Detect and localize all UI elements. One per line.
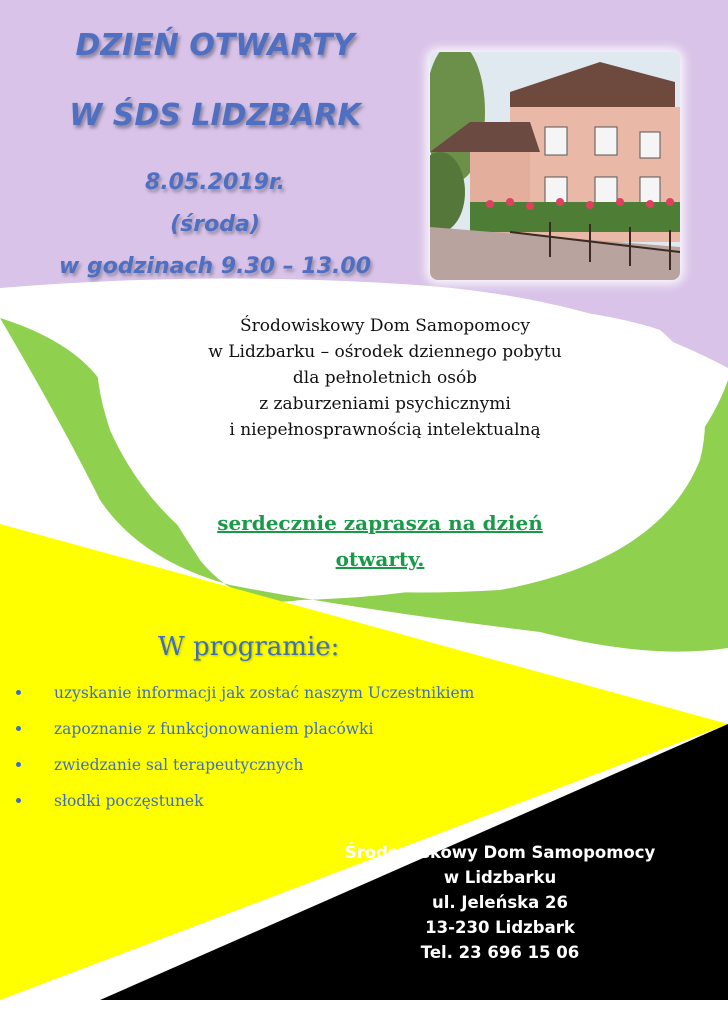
program-item-label: słodki poczęstunek bbox=[54, 792, 204, 810]
program-list bbox=[14, 684, 474, 828]
bullet-icon bbox=[16, 726, 21, 731]
bullet-icon bbox=[16, 762, 21, 767]
program-item-label: uzyskanie informacji jak zostać naszym Uczestnikiem bbox=[54, 684, 475, 702]
address-line-1: Środowiskowy Dom Samopomocy bbox=[344, 843, 656, 862]
program-item bbox=[14, 756, 474, 792]
description-line: dla pełnoletnich osób bbox=[292, 368, 478, 388]
bullet-icon bbox=[16, 798, 21, 803]
program-item bbox=[14, 720, 474, 756]
invitation-line-1: serdecznie zaprasza na dzień bbox=[217, 511, 543, 535]
invitation-text bbox=[150, 505, 610, 577]
program-heading: W programie: bbox=[158, 632, 340, 662]
bullet-icon bbox=[16, 690, 21, 695]
address-line-4: 13-230 Lidzbark bbox=[425, 918, 575, 937]
event-hours: w godzinach 9.30 – 13.00 bbox=[59, 254, 371, 279]
description-line: i niepełnosprawnością intelektualną bbox=[229, 420, 541, 440]
program-item bbox=[14, 684, 474, 720]
event-date: 8.05.2019r. bbox=[145, 170, 285, 195]
contact-address bbox=[300, 840, 700, 965]
title-line-2: W ŚDS LIDZBARK bbox=[69, 98, 361, 133]
description-line: Środowiskowy Dom Samopomocy bbox=[239, 316, 531, 336]
title-line-1: DZIEŃ OTWARTY bbox=[75, 28, 355, 63]
invitation-line-2: otwarty. bbox=[335, 547, 425, 571]
phone-number: Tel. 23 696 15 06 bbox=[420, 943, 580, 962]
building-photo bbox=[430, 52, 680, 280]
address-line-3: ul. Jeleńska 26 bbox=[432, 893, 568, 912]
address-line-2: w Lidzbarku bbox=[443, 868, 557, 887]
event-weekday: (środa) bbox=[170, 212, 260, 237]
program-item bbox=[14, 792, 474, 828]
program-item-label: zapoznanie z funkcjonowaniem placówki bbox=[54, 720, 374, 738]
description-line: w Lidzbarku – ośrodek dziennego pobytu bbox=[208, 342, 562, 362]
description-line: z zaburzeniami psychicznymi bbox=[259, 394, 511, 414]
organization-description bbox=[140, 313, 630, 443]
program-item-label: zwiedzanie sal terapeutycznych bbox=[54, 756, 304, 774]
